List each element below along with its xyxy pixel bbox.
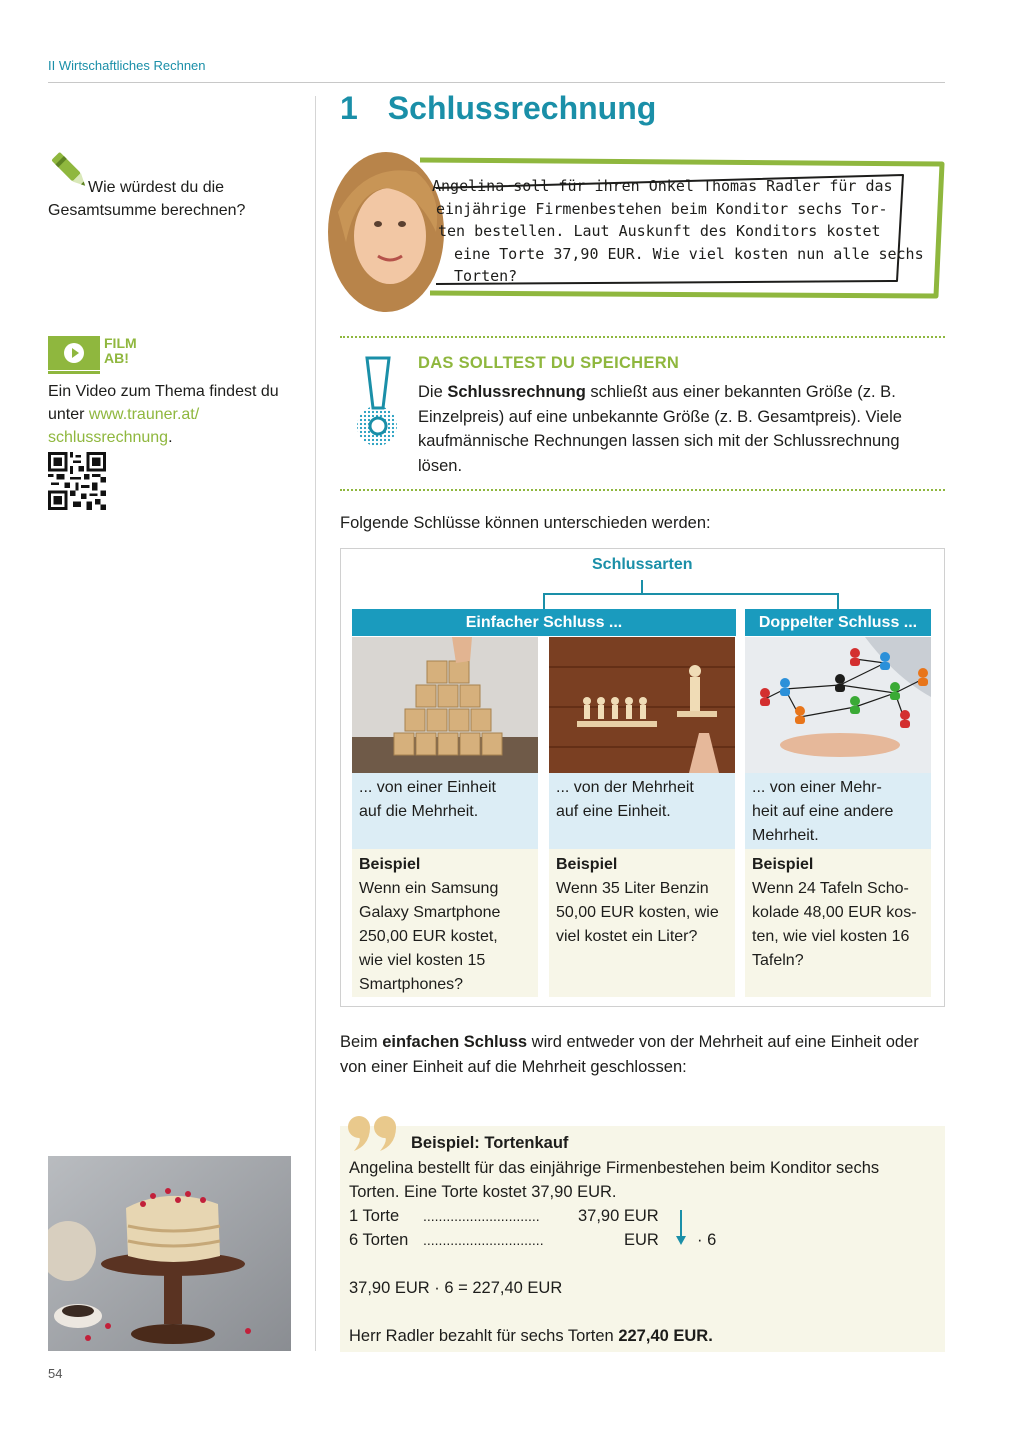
column3-example [745,849,931,997]
para-after: wird entweder von der Mehrheit auf eine Einheit oder von einer Einheit auf die Mehrheit geschlossen: [340,1033,919,1076]
column2-description [549,773,735,849]
einfacher-schluss-paragraph [340,1030,948,1079]
tree-line [543,593,545,609]
row2-label: 6 Torten [349,1231,409,1249]
film-text-prefix: unter [48,406,89,423]
down-arrow-icon [680,1210,682,1236]
play-video-icon[interactable] [48,336,100,370]
sidebar-question-line1: Wie würdest du die [88,179,225,196]
example-line: Galaxy Smartphone [359,904,501,921]
example-line: Tafeln? [752,952,804,969]
desc-line: auf eine Einheit. [556,803,671,820]
info-text-before: Die [418,383,448,401]
tree-line [837,593,839,609]
page-number: 54 [48,1366,63,1381]
film-label-line2: AB! [104,350,129,366]
info-divider-bottom [340,489,945,491]
result-amount: 227,40 EUR. [618,1327,713,1345]
info-divider-top [340,336,945,338]
example-line: Smartphones? [359,976,464,993]
example-label: Beispiel [556,856,618,873]
example-line: Wenn 24 Tafeln Scho- [752,880,909,897]
film-text-line1: Ein Video zum Thema findest du [48,383,279,400]
example-title: Beispiel: Tortenkauf [411,1134,569,1152]
exclamation-icon [355,354,403,450]
tree-line [543,593,839,595]
example-line2: Torten. Eine Torte kostet 37,90 EUR. [349,1183,617,1201]
desc-line: ... von der Mehrheit [556,779,694,796]
result-sentence [349,1324,713,1348]
sidebar-question-line2: Gesamtsumme berechnen? [48,202,246,219]
info-title: DAS SOLLTEST DU SPEICHERN [418,354,680,372]
film-underline [48,371,100,374]
cake-photo [48,1156,291,1351]
chapter-title [340,90,656,127]
quote-icon [346,1113,401,1153]
example-label: Beispiel [752,856,814,873]
bubble-line: ten bestellen. Laut Auskunft des Konditors kostet [438,222,881,240]
column1-example [352,849,538,997]
para-before: Beim [340,1033,383,1051]
tree-line [641,580,643,593]
info-text [418,380,943,478]
running-head: II Wirtschaftliches Rechnen [48,58,206,73]
example-line: 250,00 EUR kostet, [359,928,498,945]
chapter-title-text: Schlussrechnung [387,90,657,126]
film-label-line1: FILM [104,335,137,351]
bubble-line: Torten? [454,267,518,285]
para-keyword: einfachen Schluss [382,1033,528,1051]
column3-description [745,773,931,849]
column2-example [549,849,735,997]
info-text-keyword: Schlussrechnung [447,383,586,401]
row2-dots: ............................... [423,1232,544,1248]
desc-line: heit auf eine andere [752,803,894,820]
multiplier: · 6 [697,1231,717,1249]
calculation: 37,90 EUR · 6 = 227,40 EUR [349,1279,563,1297]
bubble-line: eine Torte 37,90 EUR. Wie viel kosten nun alle sechs [454,244,924,263]
row1-dots: .............................. [423,1208,540,1224]
row1-label: 1 Torte [349,1207,400,1225]
column1-description [352,773,538,849]
film-link-part2[interactable]: schlussrechnung [48,429,169,446]
diagram-root-label: Schlussarten [592,556,693,573]
desc-line: ... von einer Mehr- [752,779,882,796]
einfacher-schluss-header: Einfacher Schluss ... [352,609,736,636]
doppelter-schluss-header: Doppelter Schluss ... [745,609,931,636]
column-divider [315,96,316,1351]
header-rule [48,82,945,83]
people-network-photo [745,637,931,773]
intro-line: Folgende Schlüsse können unterschieden werden: [340,514,711,532]
example-line: viel kostet ein Liter? [556,928,698,945]
info-text-after: schließt aus einer bekannten Größe (z. B. Einzelpreis) auf eine unbekannte Größe (z. B. Gesamtpreis). Viele kaufmännische Rechnungen lassen sich mit der Schlussrechnung lösen. [418,383,902,475]
speech-bubble-text [432,175,924,288]
film-label [104,336,164,366]
example-line: Wenn ein Samsung [359,880,499,897]
down-arrow-head [676,1236,686,1245]
bubble-line: einjährige Firmenbestehen beim Konditor sechs Tor- [436,199,888,218]
desc-line: auf die Mehrheit. [359,803,479,820]
sidebar-question [48,176,298,222]
qr-code-icon [48,452,106,510]
film-text-suffix: . [168,429,173,446]
figures-on-wood-photo [549,637,735,773]
example-line: ten, wie viel kosten 16 [752,928,910,945]
desc-line: ... von einer Einheit [359,779,496,796]
example-line: 50,00 EUR kosten, wie [556,904,719,921]
example-line: kolade 48,00 EUR kos- [752,904,917,921]
example-line: wie viel kosten 15 [359,952,486,969]
example-label: Beispiel [359,856,421,873]
example-line1: Angelina bestellt für das einjährige Firmenbestehen beim Konditor sechs [349,1159,880,1177]
chapter-number: 1 [340,90,358,126]
block-pyramid-photo [352,637,538,773]
desc-line: Mehrheit. [752,827,819,844]
film-text [48,380,303,449]
bubble-line: Angelina soll für ihren Onkel Thomas Radler für das [432,177,893,195]
row1-value: 37,90 EUR [578,1207,659,1225]
result-before: Herr Radler bezahlt für sechs Torten [349,1327,619,1345]
film-link-part1[interactable]: www.trauner.at/ [88,406,200,423]
row2-value: EUR [624,1231,659,1249]
example-line: Wenn 35 Liter Benzin [556,880,709,897]
